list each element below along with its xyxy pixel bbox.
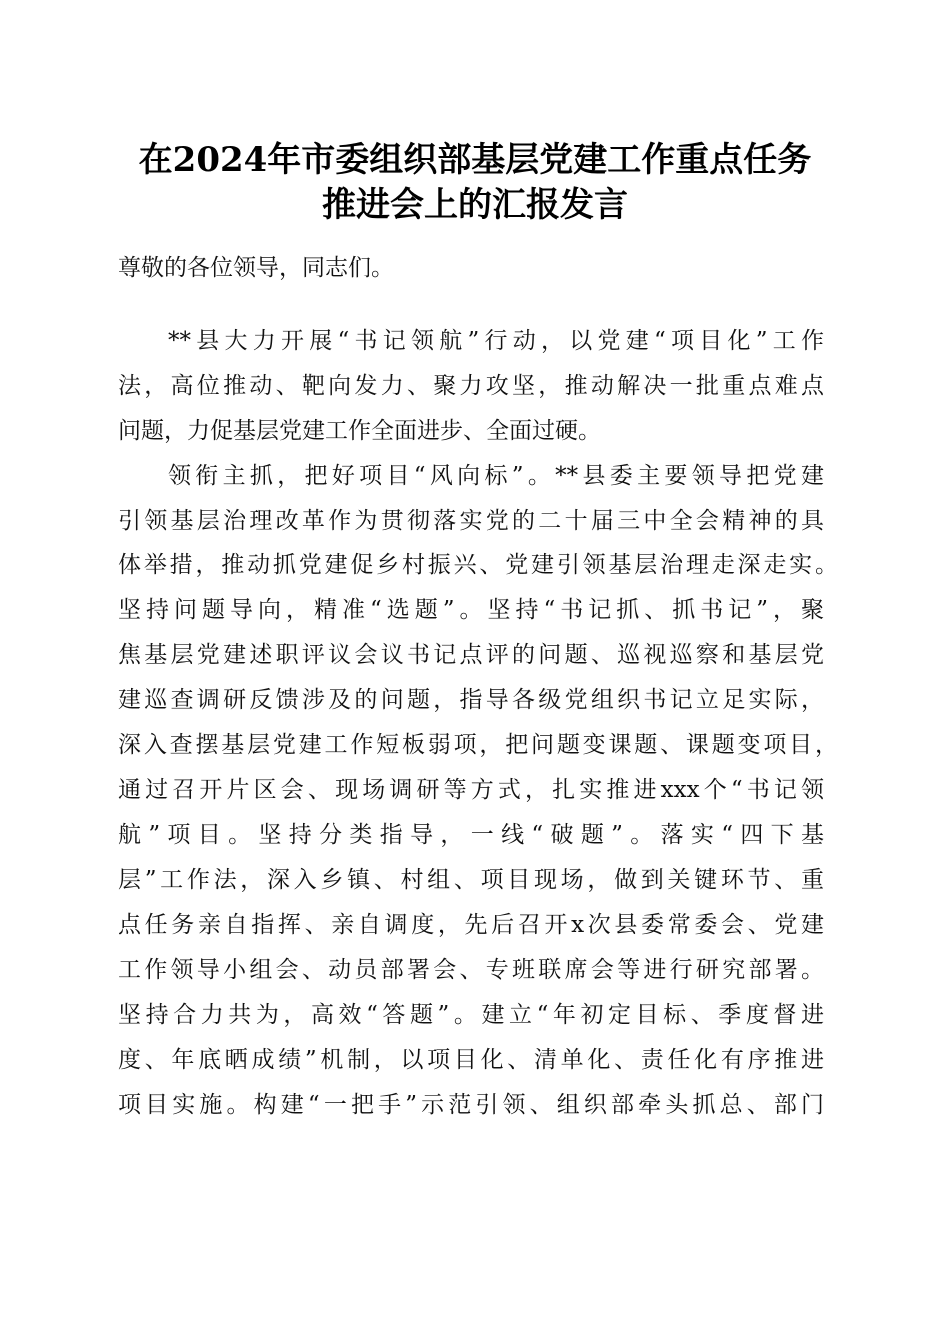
body-line: 深入查摆基层党建工作短板弱项，把问题变课题、课题变项目， <box>118 732 838 758</box>
body-line: **县大力开展“书记领航”行动，以党建“项目化”工作 <box>168 328 824 354</box>
body-line: 焦基层党建述职评议会议书记点评的问题、巡视巡察和基层党 <box>118 642 824 668</box>
body-line: 坚持合力共为，高效“答题”。建立“年初定目标、季度督进 <box>118 1002 824 1028</box>
body-line: 项目实施。构建“一把手”示范引领、组织部牵头抓总、部门 <box>118 1092 824 1118</box>
body-line: 问题，力促基层党建工作全面进步、全面过硬。 <box>118 418 601 444</box>
body-line: 点任务亲自指挥、亲自调度，先后召开x次县委常委会、党建 <box>118 912 824 938</box>
body-line: 度、年底晒成绩”机制，以项目化、清单化、责任化有序推进 <box>118 1047 824 1073</box>
salutation: 尊敬的各位领导，同志们。 <box>118 255 394 281</box>
body-line: 引领基层治理改革作为贯彻落实党的二十届三中全会精神的具 <box>118 508 824 534</box>
body-line: 坚持问题导向，精准“选题”。坚持“书记抓、抓书记”，聚 <box>118 597 824 623</box>
body-line: 建巡查调研反馈涉及的问题，指导各级党组织书记立足实际， <box>118 687 824 713</box>
document-title-line-1: 在2024年市委组织部基层党建工作重点任务 <box>138 140 812 180</box>
document-title-line-2: 推进会上的汇报发言 <box>322 185 628 225</box>
body-line: 航”项目。坚持分类指导，一线“破题”。落实“四下基 <box>118 822 824 848</box>
body-line: 法，高位推动、靶向发力、聚力攻坚，推动解决一批重点难点 <box>118 373 824 399</box>
body-line: 工作领导小组会、动员部署会、专班联席会等进行研究部署。 <box>118 957 824 983</box>
body-line: 通过召开片区会、现场调研等方式，扎实推进xxx个“书记领 <box>118 777 824 803</box>
body-line: 领衔主抓，把好项目“风向标”。**县委主要领导把党建 <box>168 463 824 489</box>
body-line: 层”工作法，深入乡镇、村组、项目现场，做到关键环节、重 <box>118 867 824 893</box>
body-line: 体举措，推动抓党建促乡村振兴、党建引领基层治理走深走实。 <box>118 552 838 578</box>
